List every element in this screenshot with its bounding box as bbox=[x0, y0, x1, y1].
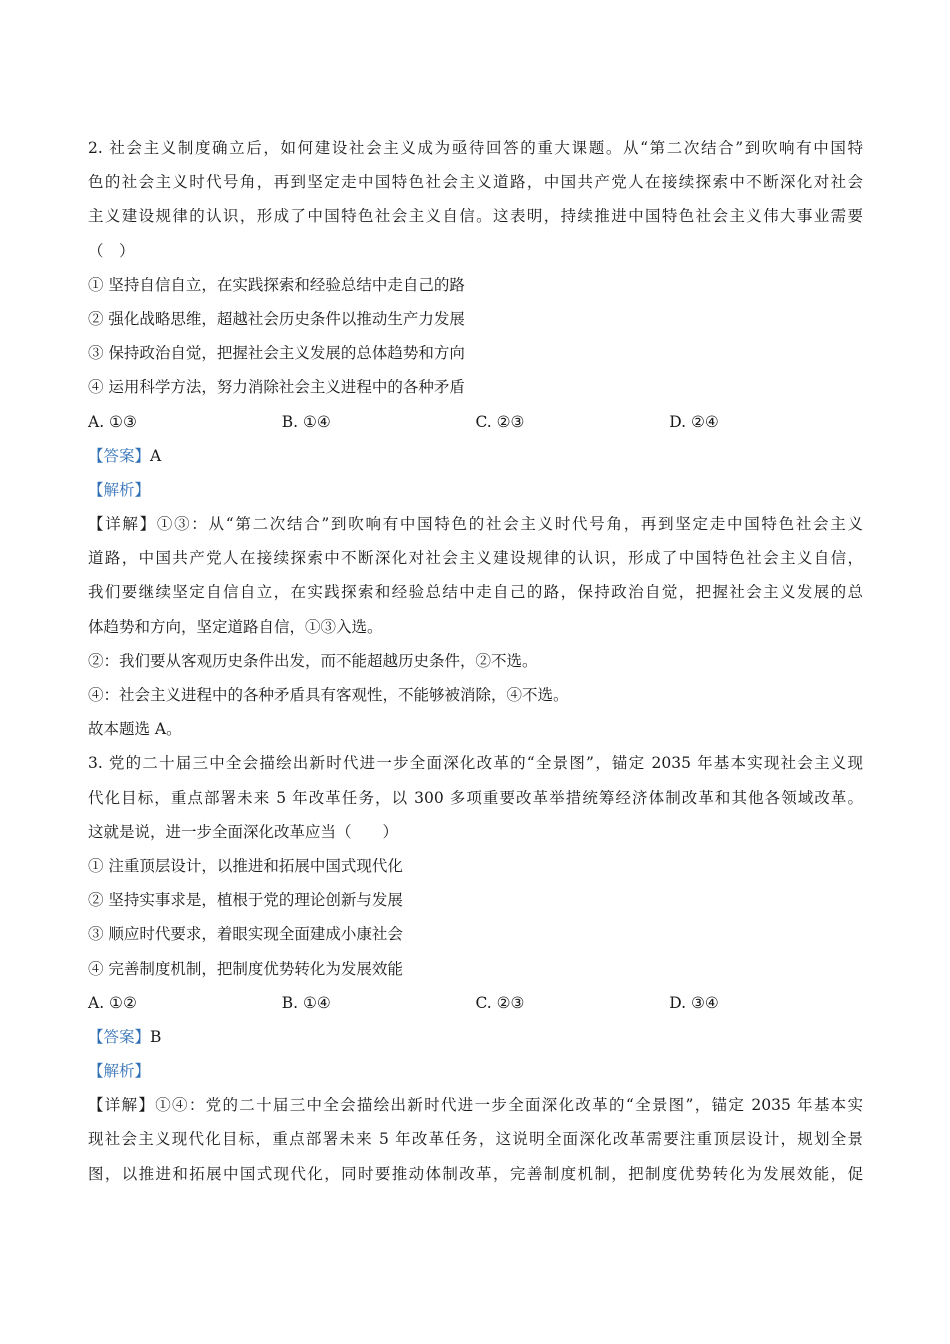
q2-detail-line bbox=[88, 507, 863, 541]
question-3 bbox=[88, 746, 863, 1190]
q2-option-d: D. ②④ bbox=[669, 412, 719, 431]
q2-statement-1: ① 坚持自信自立，在实践探索和经验总结中走自己的路 bbox=[88, 275, 465, 294]
q2-stem-line: 2. 社会主义制度确立后，如何建设社会主义成为亟待回答的重大课题。从“第二次结合”到吹响有中国特 bbox=[88, 139, 863, 157]
q3-statement-2: ② 坚持实事求是，植根于党的理论创新与发展 bbox=[88, 891, 403, 910]
detail-text: ①④：党的二十届三中全会描绘出新时代进一步全面深化改革的“全景图”，锚定 2035 年基本实 bbox=[155, 1096, 863, 1115]
q2-option-a: A. ①③ bbox=[88, 412, 137, 431]
q3-statement-3: ③ 顺应时代要求，着眼实现全面建成小康社会 bbox=[88, 925, 403, 944]
q2-detail-line: 故本题选 A。 bbox=[88, 720, 182, 739]
q3-option-a: A. ①② bbox=[88, 993, 137, 1012]
q2-detail-line: 道路，中国共产党人在接续探索中不断深化对社会主义建设规律的认识，形成了中国特色社会主义自信， bbox=[88, 549, 863, 568]
answer-tag: 【答案】 bbox=[88, 446, 151, 465]
q3-statement-4: ④ 完善制度机制，把制度优势转化为发展效能 bbox=[88, 959, 403, 978]
q2-answer bbox=[88, 439, 863, 473]
question-2 bbox=[88, 131, 863, 746]
q3-answer bbox=[88, 1020, 863, 1054]
detail-text: ①③：从“第二次结合”到吹响有中国特色的社会主义时代号角，再到坚定走中国特色社会主义 bbox=[156, 515, 863, 534]
q2-option-c: C. ②③ bbox=[475, 412, 525, 431]
q2-detail-line: ④：社会主义进程中的各种矛盾具有客观性，不能够被消除，④不选。 bbox=[88, 686, 569, 704]
q2-stem-line: 主义建设规律的认识，形成了中国特色社会主义自信。这表明，持续推进中国特色社会主义伟大事业需要 bbox=[88, 207, 863, 226]
q3-stem-line: 3. 党的二十届三中全会描绘出新时代进一步全面深化改革的“全景图”，锚定 2035 年基本实现社会主义现 bbox=[88, 754, 863, 773]
q2-statement-2: ② 强化战略思维，超越社会历史条件以推动生产力发展 bbox=[88, 309, 465, 328]
q3-detail-line: 图，以推进和拓展中国式现代化，同时要推动体制改革，完善制度机制，把制度优势转化为发展效能，促 bbox=[88, 1164, 863, 1183]
q3-stem-line: 代化目标，重点部署未来 5 年改革任务，以 300 多项重要改革举措统筹经济体制改革和其他各领域改革。 bbox=[88, 788, 863, 807]
q2-statement-3: ③ 保持政治自觉，把握社会主义发展的总体趋势和方向 bbox=[88, 344, 465, 363]
answer-value: A bbox=[150, 446, 162, 465]
q3-stem-line: 这就是说，进一步全面深化改革应当（ ） bbox=[88, 822, 399, 841]
q2-option-b: B. ①④ bbox=[281, 412, 331, 431]
q2-stem-line: （ ） bbox=[88, 241, 135, 260]
q3-detail-line: 现社会主义现代化目标，重点部署未来 5 年改革任务，这说明全面深化改革需要注重顶层设计，规划全景 bbox=[88, 1130, 863, 1149]
q3-statement-1: ① 注重顶层设计，以推进和拓展中国式现代化 bbox=[88, 856, 403, 875]
q2-statement-4: ④ 运用科学方法，努力消除社会主义进程中的各种矛盾 bbox=[88, 378, 465, 397]
q3-options bbox=[88, 986, 863, 1020]
detail-tag: 【详解】 bbox=[88, 1096, 156, 1115]
q2-detail-line: 我们要继续坚定自信自立，在实践探索和经验总结中走自己的路，保持政治自觉，把握社会主义发展的总 bbox=[88, 583, 863, 602]
q3-option-d: D. ③④ bbox=[669, 993, 719, 1012]
q2-detail-line: 体趋势和方向，坚定道路自信，①③入选。 bbox=[88, 617, 383, 636]
answer-value: B bbox=[150, 1027, 162, 1046]
analysis-tag: 【解析】 bbox=[88, 480, 151, 499]
q2-options bbox=[88, 405, 863, 439]
q2-detail-line: ②：我们要从客观历史条件出发，而不能超越历史条件，②不选。 bbox=[88, 651, 538, 670]
q2-stem-line: 色的社会主义时代号角，再到坚定走中国特色社会主义道路，中国共产党人在接续探索中不断深化对社会 bbox=[88, 173, 863, 192]
q3-option-c: C. ②③ bbox=[475, 993, 525, 1012]
detail-tag: 【详解】 bbox=[88, 515, 157, 534]
q3-option-b: B. ①④ bbox=[281, 993, 331, 1012]
q3-detail-line bbox=[88, 1088, 863, 1122]
question-content bbox=[88, 131, 863, 1191]
analysis-tag: 【解析】 bbox=[88, 1062, 151, 1081]
answer-tag: 【答案】 bbox=[88, 1027, 151, 1046]
